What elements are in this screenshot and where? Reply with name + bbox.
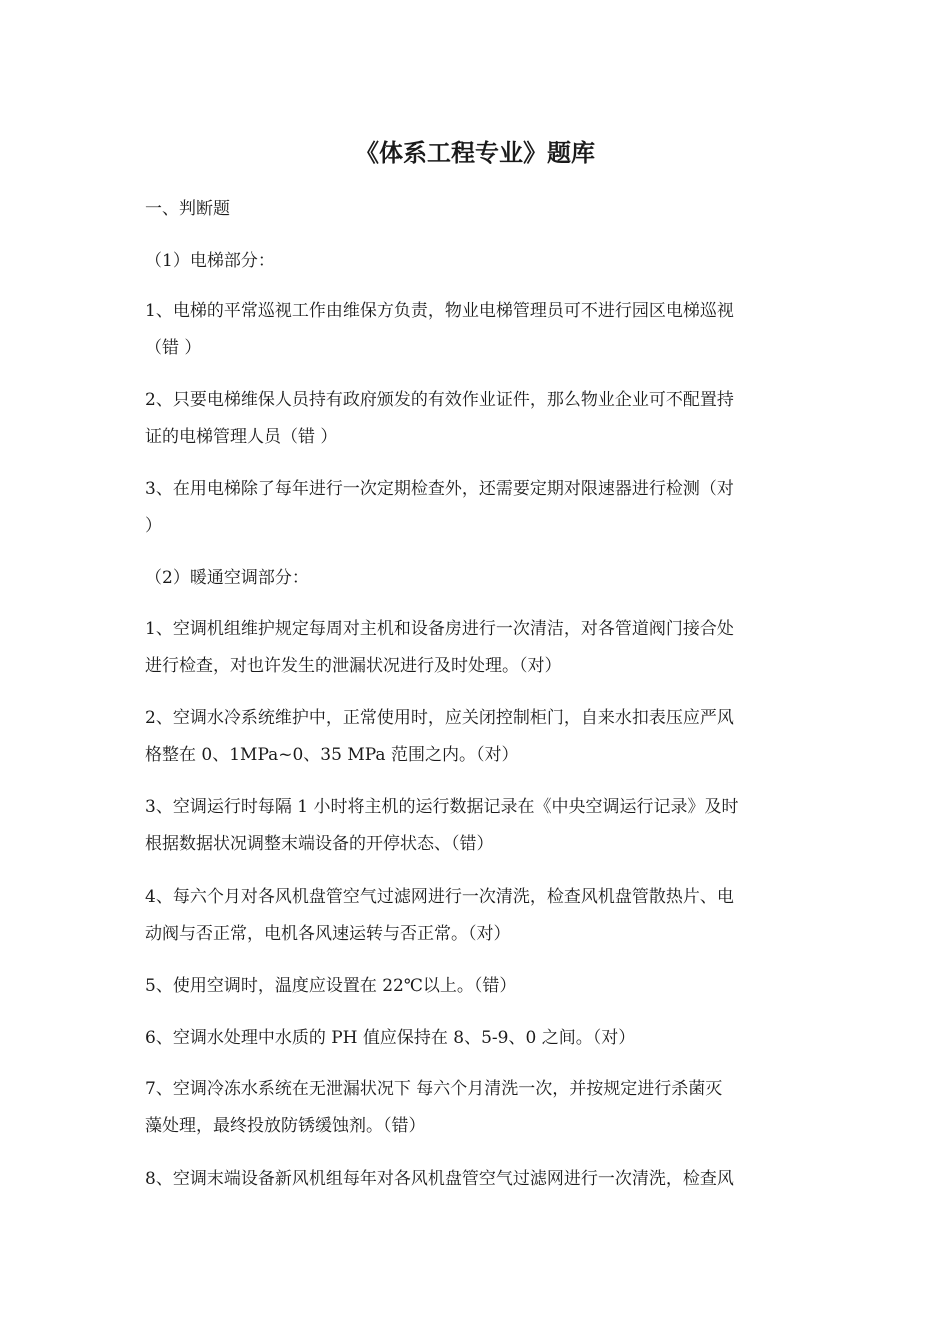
- question-item: [145, 382, 805, 456]
- question-line: 2、只要电梯维保人员持有政府颁发的有效作业证件，那么物业企业可不配置持: [145, 390, 734, 410]
- question-item: [145, 293, 805, 367]
- section-heading-judgment: 一、判断题: [145, 199, 230, 219]
- subsection-heading-hvac: （2）暖通空调部分：: [145, 568, 309, 588]
- question-item: [145, 700, 805, 774]
- question-item: [145, 968, 805, 1005]
- question-item: [145, 611, 805, 685]
- question-line: 3、空调运行时每隔 1 小时将主机的运行数据记录在《中央空调运行记录》及时: [145, 797, 739, 817]
- question-line: 2、空调水冷系统维护中，正常使用时，应关闭控制柜门，自来水扣表压应严风: [145, 708, 734, 728]
- subsection-heading-elevator: （1）电梯部分：: [145, 251, 275, 271]
- question-line: 4、每六个月对各风机盘管空气过滤网进行一次清洗，检查风机盘管散热片、电: [145, 887, 734, 907]
- question-item: [145, 1071, 805, 1145]
- question-item: [145, 1161, 805, 1198]
- question-item: [145, 879, 805, 953]
- question-line: 7、空调冷冻水系统在无泄漏状况下 每六个月清洗一次，并按规定进行杀菌灭: [145, 1079, 723, 1099]
- question-line: 进行检查，对也许发生的泄漏状况进行及时处理。（对）: [145, 656, 562, 676]
- question-item: [145, 471, 805, 545]
- question-line: 1、电梯的平常巡视工作由维保方负责，物业电梯管理员可不进行园区电梯巡视: [145, 301, 734, 321]
- question-line: 藻处理，最终投放防锈缓蚀剂。（错）: [145, 1116, 426, 1136]
- question-line: （错 ）: [145, 338, 202, 358]
- question-line: 8、空调末端设备新风机组每年对各风机盘管空气过滤网进行一次清洗，检查风: [145, 1169, 734, 1189]
- question-line: 3、在用电梯除了每年进行一次定期检查外，还需要定期对限速器进行检测（对: [145, 479, 734, 499]
- question-line: 动阀与否正常，电机各风速运转与否正常。（对）: [145, 924, 511, 944]
- question-line: 证的电梯管理人员（错 ）: [145, 427, 338, 447]
- question-item: [145, 1020, 805, 1057]
- question-line: 1、空调机组维护规定每周对主机和设备房进行一次清洁，对各管道阀门接合处: [145, 619, 734, 639]
- question-line: ）: [145, 516, 162, 536]
- question-line: 格整在 0、1MPa~0、35 MPa 范围之内。（对）: [145, 745, 519, 765]
- question-line: 5、使用空调时，温度应设置在 22℃以上。（错）: [145, 976, 517, 996]
- question-line: 6、空调水处理中水质的 PH 值应保持在 8、5-9、0 之间。（对）: [145, 1028, 636, 1048]
- question-item: [145, 789, 805, 863]
- document-title: 《体系工程专业》题库: [355, 138, 595, 167]
- question-line: 根据数据状况调整末端设备的开停状态、（错）: [145, 834, 494, 854]
